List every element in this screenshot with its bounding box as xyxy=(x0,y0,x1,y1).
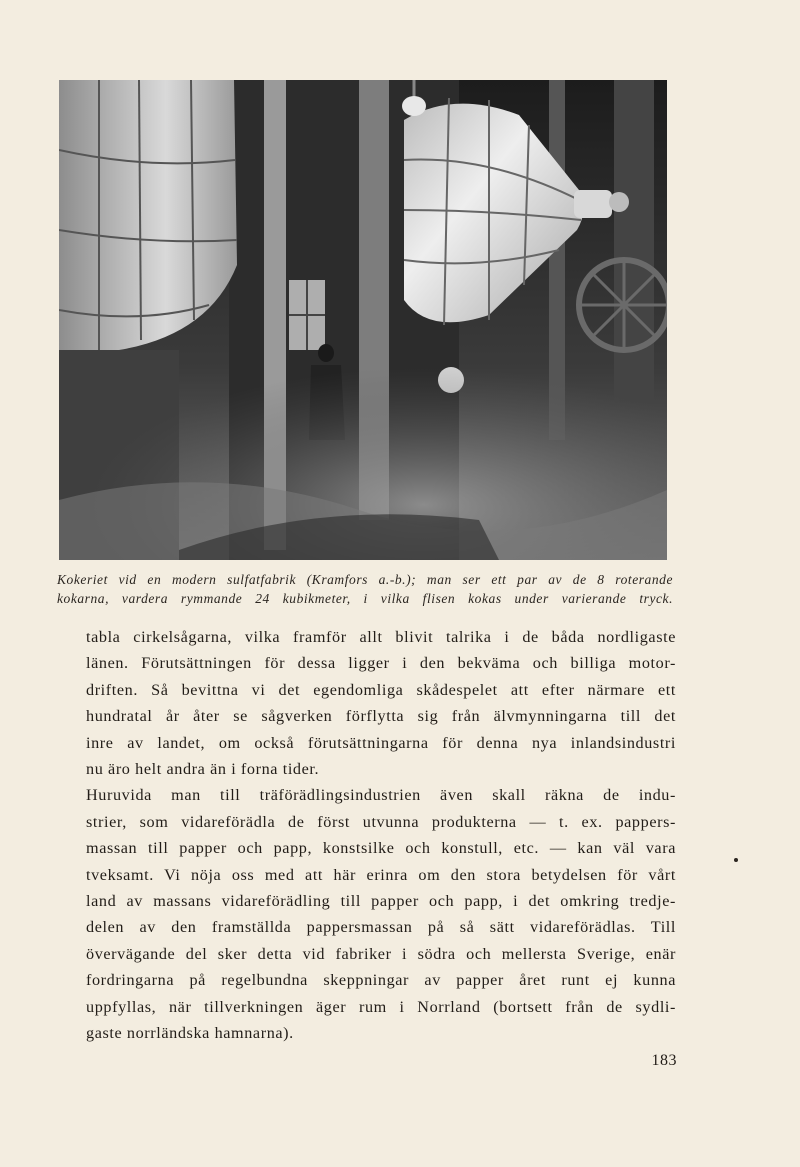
text-line: tabla cirkelsågarna, vilka framför allt blivit talrika i de båda nordligaste xyxy=(86,628,676,646)
text-line: uppfyllas, när tillverkningen äger rum i Norrland (bortsett från de sydli- xyxy=(86,997,676,1016)
text-line: Huruvida man till träförädlingsindustrien även skall räkna de indu- xyxy=(86,786,676,805)
text-line: driften. Så bevittna vi det egendomliga skådespelet att efter närmare ett xyxy=(86,680,676,699)
caption-line: kokarna, vardera rymmande 24 kubikmeter, i vilka flisen kokas under varierande tryck. xyxy=(57,591,673,606)
text-line: länen. Förutsättningen för dessa ligger i den bekväma och billiga motor- xyxy=(86,654,676,673)
paragraph xyxy=(86,624,676,782)
page-number: 183 xyxy=(651,1052,677,1069)
text-line: fordringarna på regelbundna skeppningar av papper året runt ej kunna xyxy=(86,971,676,990)
digester-hall-image xyxy=(59,80,667,560)
text-line: delen av den framställda pappersmassan på så sätt vidareförädlas. Till xyxy=(86,918,676,937)
text-line: tveksamt. Vi nöja oss med att här erinra om den stora betydelsen för vårt xyxy=(86,865,676,884)
text-line: massan till papper och papp, konstsilke och konstull, etc. — kan väl vara xyxy=(86,839,676,858)
factory-photograph xyxy=(59,80,667,560)
text-line: inre av landet, om också förutsättningarna för denna nya inlandsindustri xyxy=(86,733,676,752)
ink-spot xyxy=(734,858,738,862)
text-line: nu äro helt andra än i forna tider. xyxy=(86,760,320,779)
text-line: strier, som vidareförädla de först utvunna produkterna — t. ex. pappers- xyxy=(86,812,676,831)
paragraph xyxy=(86,782,676,1046)
body-text xyxy=(86,624,676,1047)
text-line: land av massans vidareförädling till papper och papp, i det omkring tredje- xyxy=(86,892,676,911)
text-line: hundratal år åter se sågverken förflytta sig från älvmynningarna till det xyxy=(86,707,676,726)
text-line: övervägande del sker detta vid fabriker i södra och mellersta Sverige, enär xyxy=(86,944,676,963)
text-line: gaste norrländska hamnarna). xyxy=(86,1024,294,1043)
caption-line: Kokeriet vid en modern sulfatfabrik (Kramfors a.-b.); man ser ett par av de 8 roterande xyxy=(57,572,673,587)
figure-caption xyxy=(57,570,673,608)
